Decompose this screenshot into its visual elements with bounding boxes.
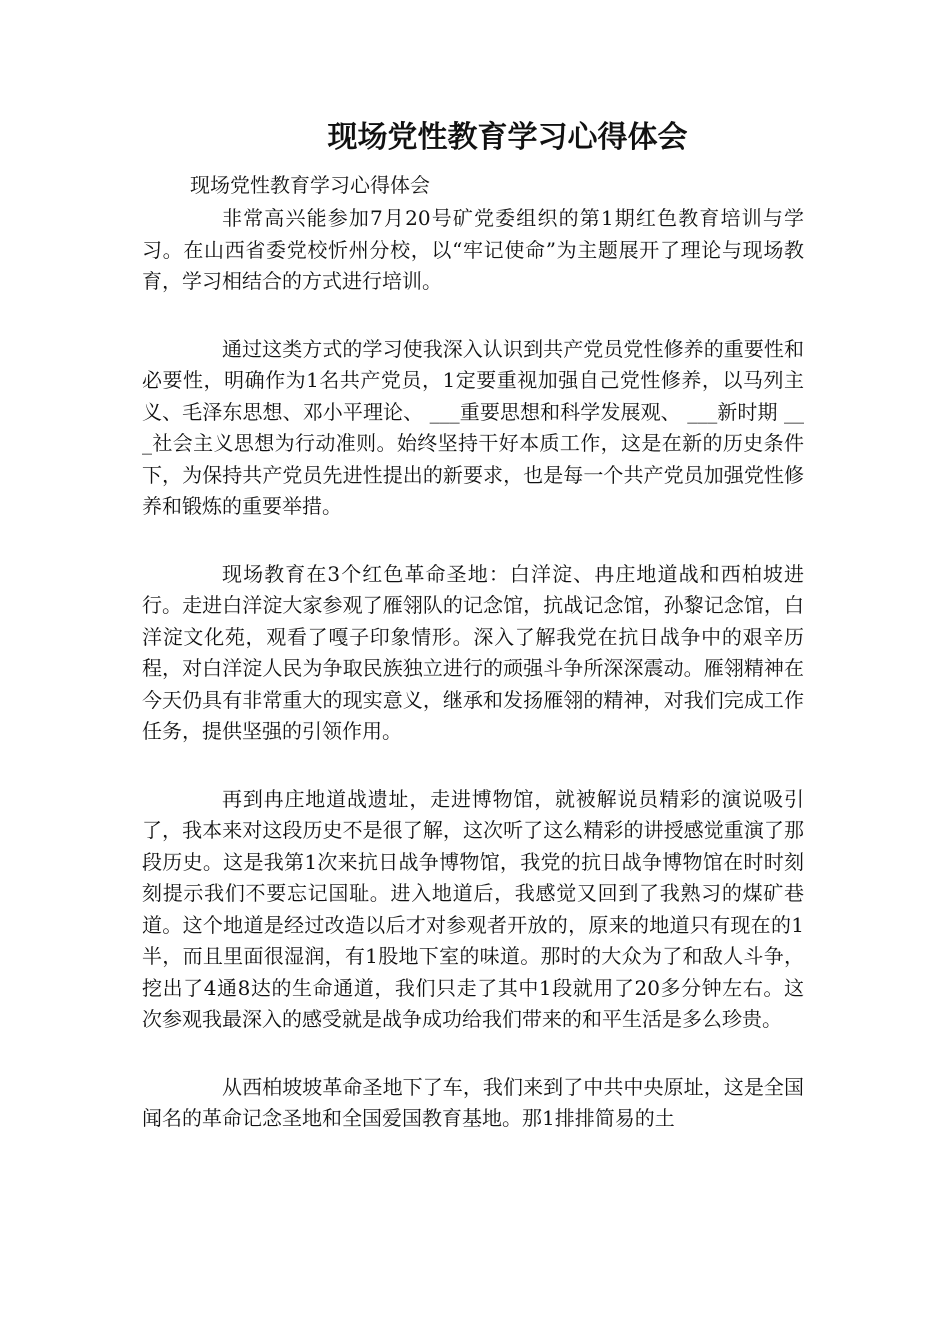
document-title: 现场党性教育学习心得体会	[327, 120, 688, 155]
paragraph-4: 再到冉庄地道战遗址，走进博物馆，就被解说员精彩的演说吸引了，我本来对这段历史不是很了解，这次听了这么精彩的讲授感觉重演了那段历史。这是我第1次来抗日战争博物馆，我党的抗日战争博物馆在时时刻刻提示我们不要忘记国耻。进入地道后，我感觉又回到了我熟习的煤矿巷道。这个地道是经过改造以后才对参观者开放的，原来的地道只有现在的1半，而且里面很湿润，有1股地下室的味道。那时的大众为了和敌人斗争，挖出了4通8达的生命通道，我们只走了其中1段就用了20多分钟左右。这次参观我最深入的感受就是战争成功给我们带来的和平生活是多么珍贵。	[142, 786, 804, 1031]
paragraph-1: 非常高兴能参加7月20号矿党委组织的第1期红色教育培训与学习。在山西省委党校忻州分校，以“牢记使命”为主题展开了理论与现场教育，学习相结合的方式进行培训。	[142, 206, 804, 293]
paragraph-2: 通过这类方式的学习使我深入认识到共产党员党性修养的重要性和必要性，明确作为1名共产党员，1定要重视加强自己党性修养，以马列主义、毛泽东思想、邓小平理论、 ___重要思想和科学发展观、 ___新时期 ___社会主义思想为行动准则。始终坚持干好本质工作，这是在新的历史条件下，为保持共产党员先进性提出的新要求，也是每一个共产党员加强党性修养和锻炼的重要举措。	[142, 336, 804, 518]
paragraph-5: 从西柏坡坡革命圣地下了车，我们来到了中共中央原址，这是全国闻名的革命记念圣地和全国爱国教育基地。那1排排简易的土	[142, 1074, 804, 1130]
document-body	[142, 203, 804, 1171]
document-subtitle: 现场党性教育学习心得体会	[190, 173, 430, 197]
paragraph-3: 现场教育在3个红色革命圣地：白洋淀、冉庄地道战和西柏坡进行。走进白洋淀大家参观了雁翎队的记念馆，抗战记念馆，孙黎记念馆，白洋淀文化苑，观看了嘎子印象情形。深入了解我党在抗日战争中的艰辛历程，对白洋淀人民为争取民族独立进行的顽强斗争所深深震动。雁翎精神在今天仍具有非常重大的现实意义，继承和发扬雁翎的精神，对我们完成工作任务，提供坚强的引领作用。	[142, 561, 804, 743]
